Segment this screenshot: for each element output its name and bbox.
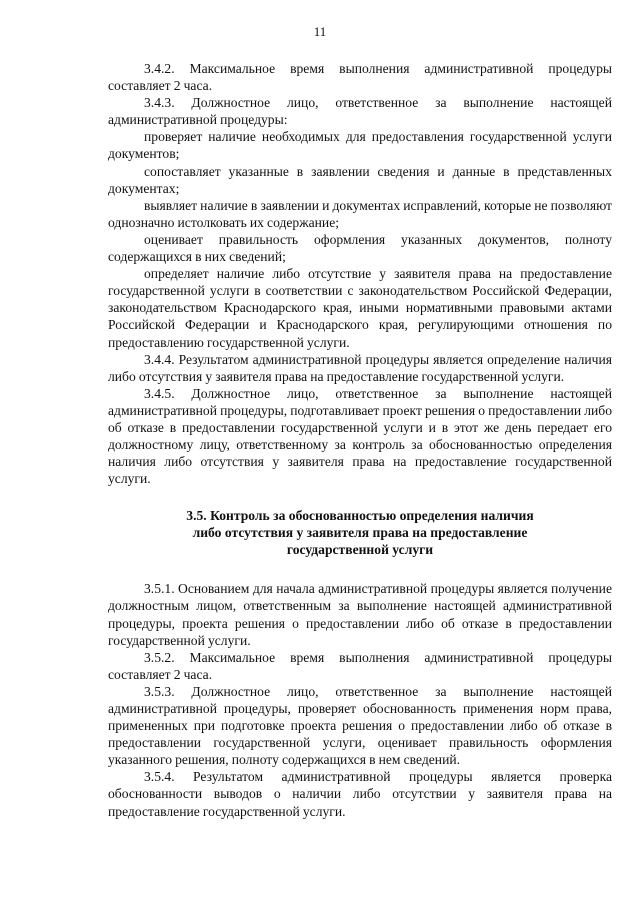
- list-item-determine-right: определяет наличие либо отсутствие у заявителя права на предоставление государственной услуги в соответствии с законодательством Российской Федерации, законодательством Краснодарского края, иными нормативными правовыми актами Российской Федерации и Краснодарского края, регулирующими отношения по предоставлению государственной услуги.: [108, 266, 612, 350]
- section-heading-3-5: [108, 507, 612, 558]
- list-item-check-documents: проверяет наличие необходимых для предоставления государственной услуги документов;: [108, 129, 612, 162]
- paragraph-3-4-4: 3.4.4. Результатом административной процедуры является определение наличия либо отсутствия у заявителя права на предоставление государственной услуги.: [108, 351, 612, 384]
- paragraph-3-4-2: 3.4.2. Максимальное время выполнения административной процедуры составляет 2 часа.: [108, 61, 612, 94]
- page-number: 11: [313, 24, 327, 39]
- paragraph-3-4-3: 3.4.3. Должностное лицо, ответственное за выполнение настоящей административной процедуры:: [108, 95, 612, 128]
- section-heading-line: либо отсутствия у заявителя права на предоставление: [192, 525, 528, 541]
- section-heading-line: государственной услуги: [286, 542, 434, 558]
- paragraph-3-5-3: 3.5.3. Должностное лицо, ответственное за выполнение настоящей административной процедуры, проверяет обоснованность применения норм права, примененных при подготовке проекта решения о предоставлении либо об отказе в предоставлении государственной услуги, оценивает правильность оформления указанного решения, полноту содержащихся в нем сведений.: [108, 683, 612, 768]
- section-heading-line: 3.5. Контроль за обоснованностью определения наличия: [186, 508, 534, 524]
- paragraph-3-4-5: 3.4.5. Должностное лицо, ответственное за выполнение настоящей административной процедуры, подготавливает проект решения о предоставлении либо об отказе в предоставлении государственной услуги и в этот же день передает его должностному лицу, ответственному за контроль за обоснованностью определения наличия либо отсутствия у заявителя права на предоставление государственной услуги.: [108, 385, 613, 487]
- list-item-compare-data: сопоставляет указанные в заявлении сведения и данные в представленных документах;: [108, 163, 612, 196]
- document-body: [108, 60, 612, 820]
- paragraph-3-5-1: 3.5.1. Основанием для начала административной процедуры является получение должностным лицом, ответственным за выполнение настоящей административной процедуры, проекта решения о предоставлении либо об отказе в предоставлении государственной услуги.: [108, 581, 612, 648]
- paragraph-3-5-4: 3.5.4. Результатом административной процедуры является проверка обоснованности выводов о наличии либо отсутствии у заявителя права на предоставление государственной услуги.: [108, 769, 612, 819]
- paragraph-3-5-2: 3.5.2. Максимальное время выполнения административной процедуры составляет 2 часа.: [108, 649, 612, 682]
- list-item-evaluate-documents: оценивает правильность оформления указанных документов, полноту содержащихся в них сведений;: [108, 231, 612, 265]
- list-item-detect-corrections: выявляет наличие в заявлении и документах исправлений, которые не позволяют однозначно истолковать их содержание;: [108, 197, 612, 230]
